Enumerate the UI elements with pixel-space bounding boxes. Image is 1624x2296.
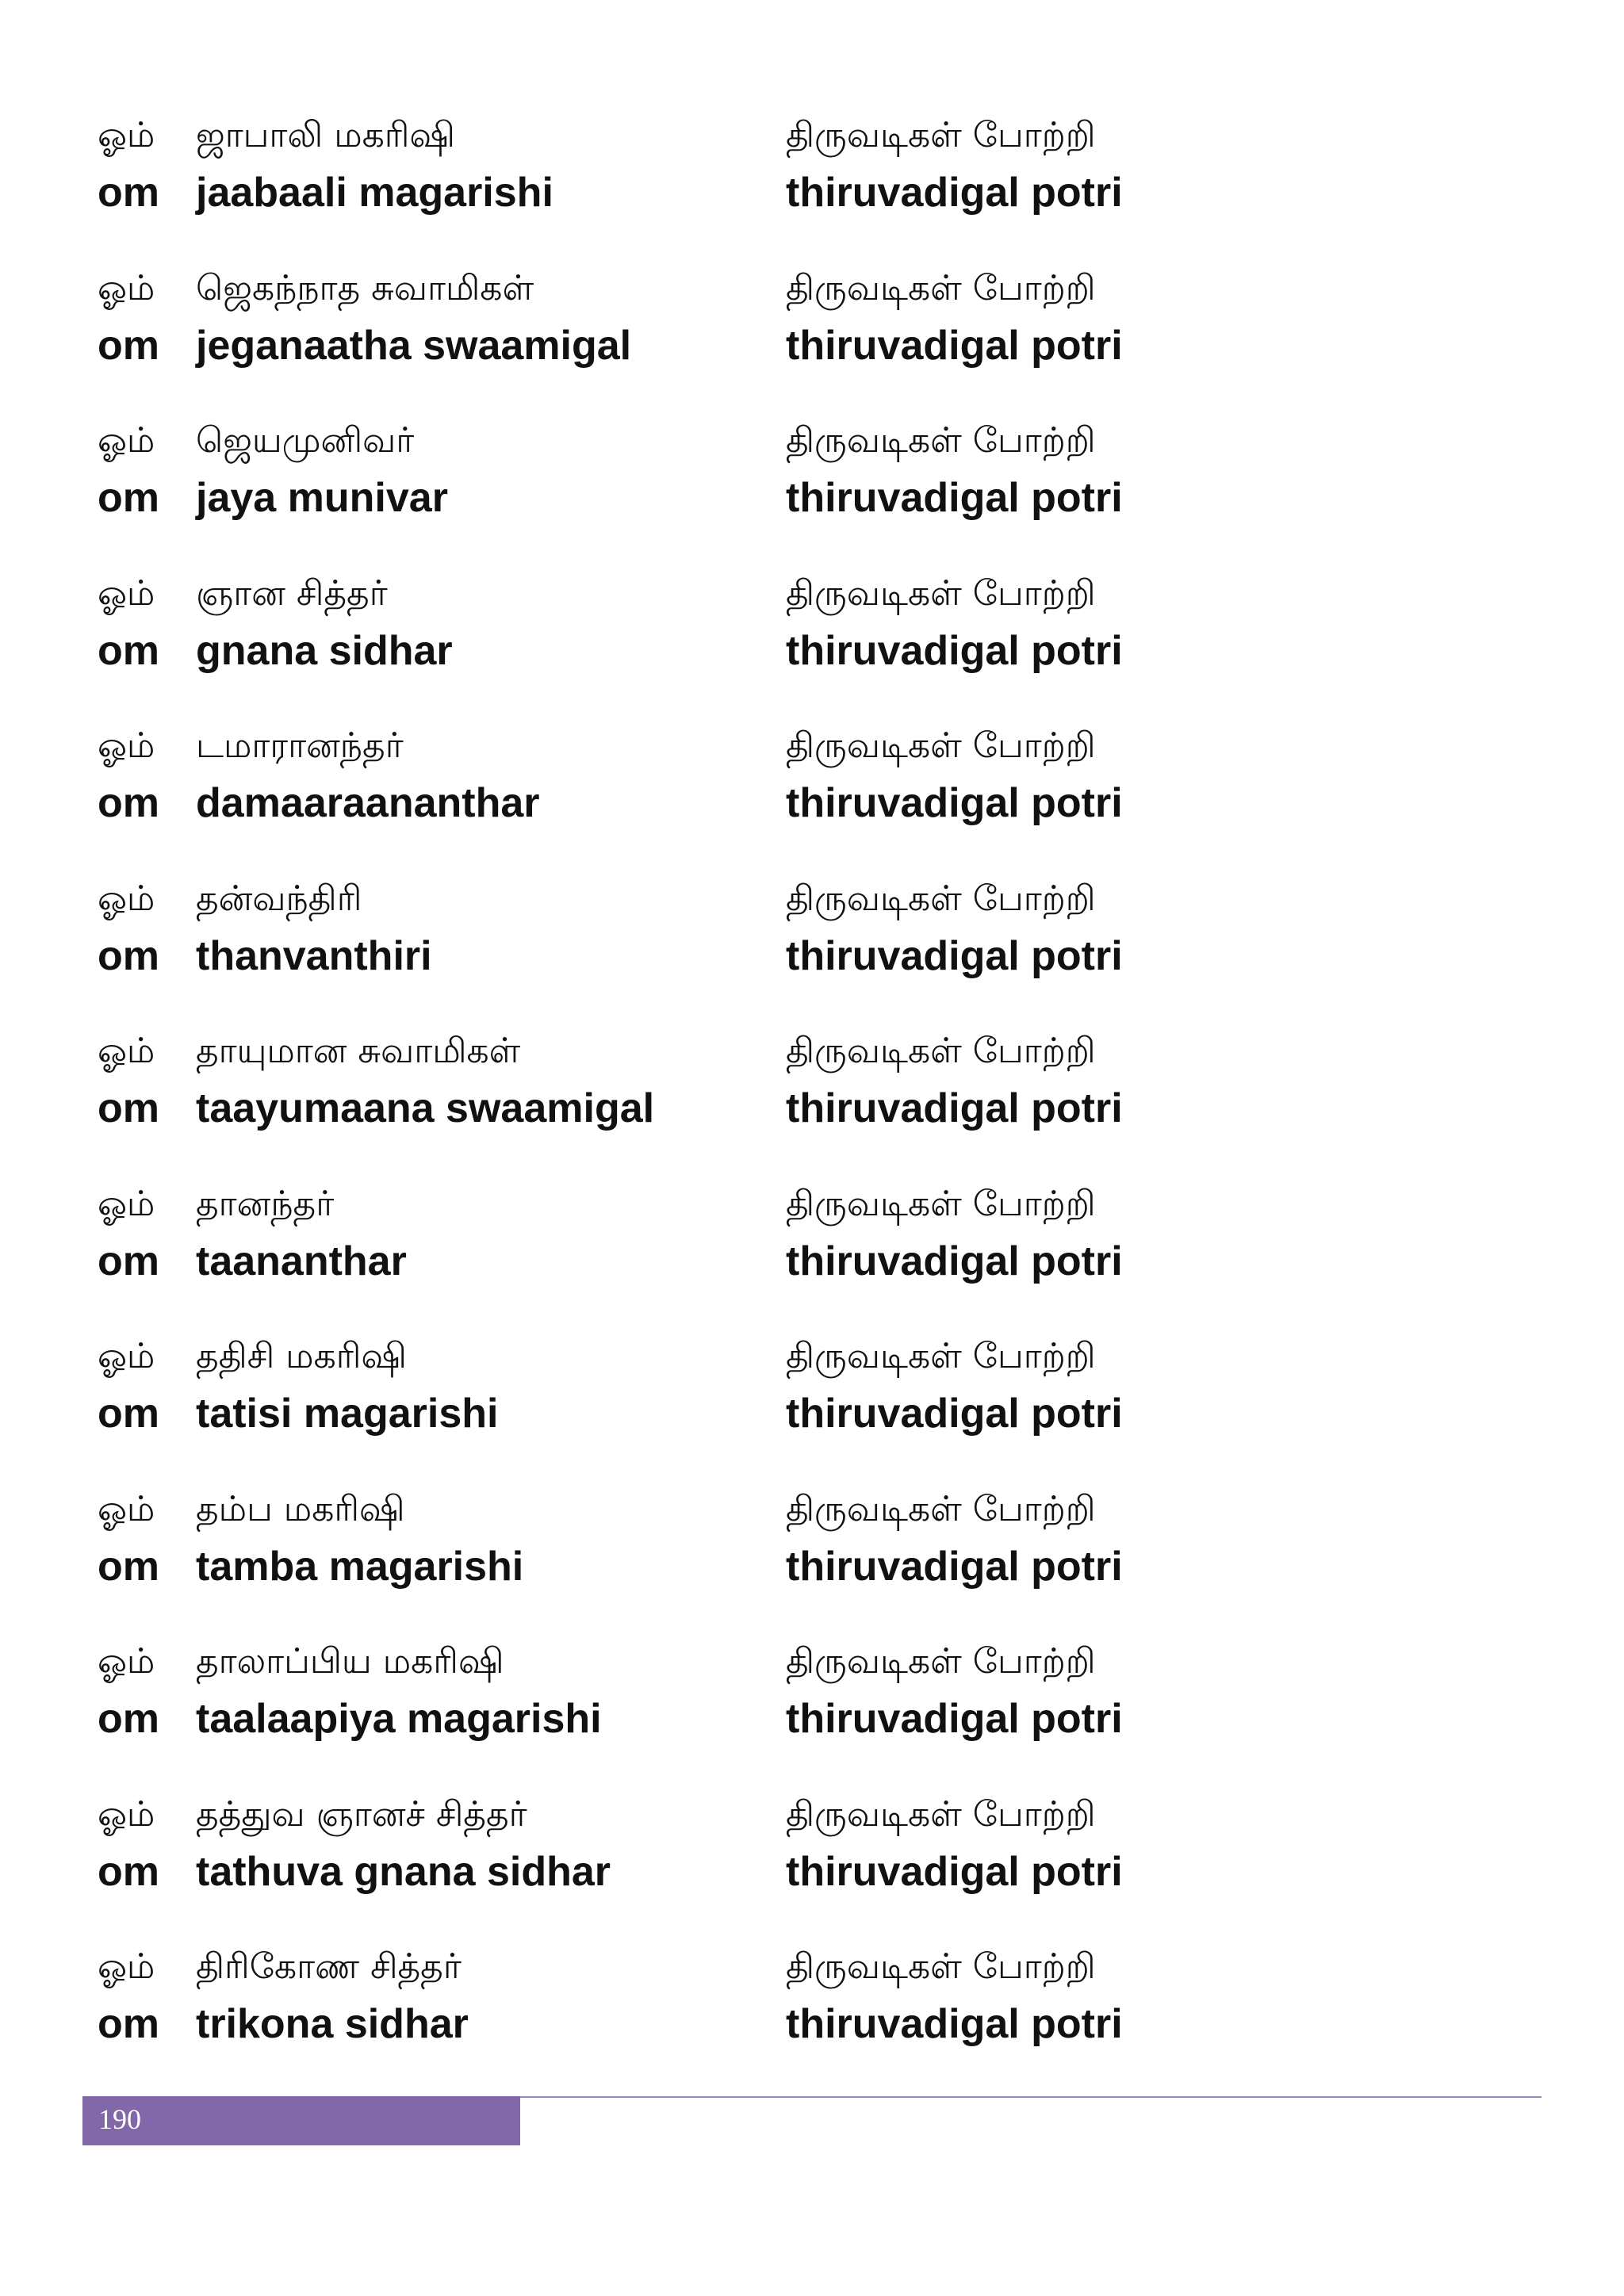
- refrain-tamil: திருவடிகள் போற்றி: [786, 1488, 1096, 1529]
- refrain-tamil: திருவடிகள் போற்றி: [786, 1641, 1096, 1682]
- om-transliteration: om: [98, 475, 159, 521]
- refrain-tamil: திருவடிகள் போற்றி: [786, 1336, 1096, 1376]
- entry-tamil-line: [0, 1636, 1624, 1688]
- sage-name-transliteration: taananthar: [196, 1238, 407, 1284]
- sage-name-tamil: ஜாபாலி மகரிஷி: [196, 115, 455, 155]
- sage-name-transliteration: thanvanthiri: [196, 932, 432, 979]
- refrain-tamil: திருவடிகள் போற்றி: [786, 267, 1096, 308]
- list-item: [0, 568, 1624, 710]
- entry-tamil-line: [0, 720, 1624, 772]
- entry-tamil-line: [0, 415, 1624, 467]
- list-item: [0, 109, 1624, 252]
- entry-transliteration-line: [0, 472, 1624, 524]
- refrain-transliteration: thiruvadigal potri: [786, 627, 1123, 674]
- refrain-transliteration: thiruvadigal potri: [786, 1085, 1123, 1131]
- om-tamil: ஓம்: [98, 115, 155, 155]
- om-tamil: ஓம்: [98, 725, 155, 766]
- sage-name-transliteration: jaabaali magarishi: [196, 170, 553, 216]
- sage-name-transliteration: tathuva gnana sidhar: [196, 1848, 611, 1895]
- entry-transliteration-line: [0, 1387, 1624, 1440]
- sage-name-tamil: டமாரானந்தர்: [196, 725, 404, 766]
- sage-name-tamil: தன்வந்திரி: [196, 878, 362, 919]
- list-item: [0, 262, 1624, 405]
- refrain-tamil: திருவடிகள் போற்றி: [786, 725, 1096, 766]
- entry-tamil-line: [0, 568, 1624, 620]
- list-item: [0, 1483, 1624, 1626]
- om-transliteration: om: [98, 932, 159, 979]
- entry-transliteration-line: [0, 1082, 1624, 1135]
- sage-name-transliteration: jeganaatha swaamigal: [196, 322, 632, 369]
- om-transliteration: om: [98, 780, 159, 826]
- entry-transliteration-line: [0, 166, 1624, 219]
- list-item: [0, 1789, 1624, 1931]
- sage-name-tamil: தம்ப மகரிஷி: [196, 1488, 405, 1529]
- refrain-transliteration: thiruvadigal potri: [786, 932, 1123, 979]
- om-transliteration: om: [98, 2001, 159, 2047]
- entry-tamil-line: [0, 1789, 1624, 1841]
- entry-transliteration-line: [0, 930, 1624, 982]
- entry-tamil-line: [0, 109, 1624, 162]
- list-item: [0, 1941, 1624, 2084]
- om-transliteration: om: [98, 1848, 159, 1895]
- refrain-transliteration: thiruvadigal potri: [786, 1543, 1123, 1590]
- refrain-transliteration: thiruvadigal potri: [786, 1696, 1123, 1742]
- om-transliteration: om: [98, 1543, 159, 1590]
- entry-tamil-line: [0, 1025, 1624, 1077]
- om-tamil: ஓம்: [98, 572, 155, 614]
- sage-name-transliteration: taalaapiya magarishi: [196, 1696, 602, 1742]
- refrain-transliteration: thiruvadigal potri: [786, 1238, 1123, 1284]
- om-tamil: ஓம்: [98, 1641, 155, 1682]
- om-tamil: ஓம்: [98, 267, 155, 308]
- entry-tamil-line: [0, 1483, 1624, 1536]
- list-item: [0, 1025, 1624, 1168]
- om-transliteration: om: [98, 170, 159, 216]
- entry-tamil-line: [0, 1178, 1624, 1230]
- entry-transliteration-line: [0, 1998, 1624, 2050]
- entry-tamil-line: [0, 1941, 1624, 1993]
- list-item: [0, 873, 1624, 1016]
- sage-name-tamil: தாயுமான சுவாமிகள்: [196, 1031, 521, 1071]
- refrain-tamil: திருவடிகள் போற்றி: [786, 1031, 1096, 1071]
- page-number-tab: [82, 2096, 520, 2145]
- list-item: [0, 1636, 1624, 1778]
- entry-transliteration-line: [0, 320, 1624, 372]
- om-tamil: ஓம்: [98, 420, 155, 461]
- entry-transliteration-line: [0, 1846, 1624, 1898]
- refrain-tamil: திருவடிகள் போற்றி: [786, 115, 1096, 155]
- refrain-tamil: திருவடிகள் போற்றி: [786, 1793, 1096, 1835]
- refrain-transliteration: thiruvadigal potri: [786, 1848, 1123, 1895]
- refrain-tamil: திருவடிகள் போற்றி: [786, 1183, 1096, 1224]
- om-tamil: ஓம்: [98, 1183, 155, 1224]
- sage-name-transliteration: trikona sidhar: [196, 2001, 469, 2047]
- sage-name-tamil: தாலாப்பிய மகரிஷி: [196, 1641, 504, 1682]
- sage-name-tamil: ஜெகந்நாத சுவாமிகள்: [196, 267, 534, 308]
- sage-name-tamil: ஞான சித்தர்: [196, 572, 388, 614]
- om-tamil: ஓம்: [98, 1946, 155, 1987]
- refrain-transliteration: thiruvadigal potri: [786, 2001, 1123, 2047]
- list-item: [0, 720, 1624, 863]
- refrain-tamil: திருவடிகள் போற்றி: [786, 572, 1096, 614]
- sage-name-transliteration: gnana sidhar: [196, 627, 453, 674]
- om-tamil: ஓம்: [98, 1488, 155, 1529]
- sage-name-tamil: தத்துவ ஞானச் சித்தர்: [196, 1793, 527, 1835]
- entry-transliteration-line: [0, 1540, 1624, 1593]
- refrain-transliteration: thiruvadigal potri: [786, 780, 1123, 826]
- entry-tamil-line: [0, 873, 1624, 925]
- om-transliteration: om: [98, 1085, 159, 1131]
- list-item: [0, 1178, 1624, 1321]
- entry-transliteration-line: [0, 625, 1624, 677]
- om-transliteration: om: [98, 322, 159, 369]
- sage-name-tamil: திரிகோண சித்தர்: [196, 1946, 462, 1987]
- refrain-tamil: திருவடிகள் போற்றி: [786, 420, 1096, 461]
- om-transliteration: om: [98, 1696, 159, 1742]
- om-tamil: ஓம்: [98, 1336, 155, 1376]
- refrain-transliteration: thiruvadigal potri: [786, 475, 1123, 521]
- om-transliteration: om: [98, 1391, 159, 1437]
- refrain-transliteration: thiruvadigal potri: [786, 170, 1123, 216]
- refrain-tamil: திருவடிகள் போற்றி: [786, 1946, 1096, 1987]
- sage-name-transliteration: jaya munivar: [196, 475, 448, 521]
- sage-name-tamil: தானந்தர்: [196, 1183, 335, 1224]
- om-tamil: ஓம்: [98, 1793, 155, 1835]
- refrain-transliteration: thiruvadigal potri: [786, 322, 1123, 369]
- sage-name-transliteration: tatisi magarishi: [196, 1391, 499, 1437]
- sage-name-transliteration: damaaraananthar: [196, 780, 540, 826]
- entry-transliteration-line: [0, 1235, 1624, 1288]
- refrain-tamil: திருவடிகள் போற்றி: [786, 878, 1096, 919]
- om-transliteration: om: [98, 627, 159, 674]
- refrain-transliteration: thiruvadigal potri: [786, 1391, 1123, 1437]
- entry-tamil-line: [0, 262, 1624, 315]
- entry-tamil-line: [0, 1330, 1624, 1383]
- list-item: [0, 415, 1624, 557]
- list-item: [0, 1330, 1624, 1473]
- footer-rule: [520, 2096, 1542, 2098]
- page-number: 190: [98, 2103, 141, 2135]
- om-tamil: ஓம்: [98, 1031, 155, 1071]
- entry-transliteration-line: [0, 777, 1624, 829]
- sage-name-tamil: ததிசி மகரிஷி: [196, 1336, 407, 1376]
- sage-name-transliteration: taayumaana swaamigal: [196, 1085, 655, 1131]
- om-transliteration: om: [98, 1238, 159, 1284]
- sage-name-transliteration: tamba magarishi: [196, 1543, 524, 1590]
- om-tamil: ஓம்: [98, 878, 155, 919]
- entry-transliteration-line: [0, 1693, 1624, 1745]
- sage-name-tamil: ஜெயமுனிவர்: [196, 420, 415, 461]
